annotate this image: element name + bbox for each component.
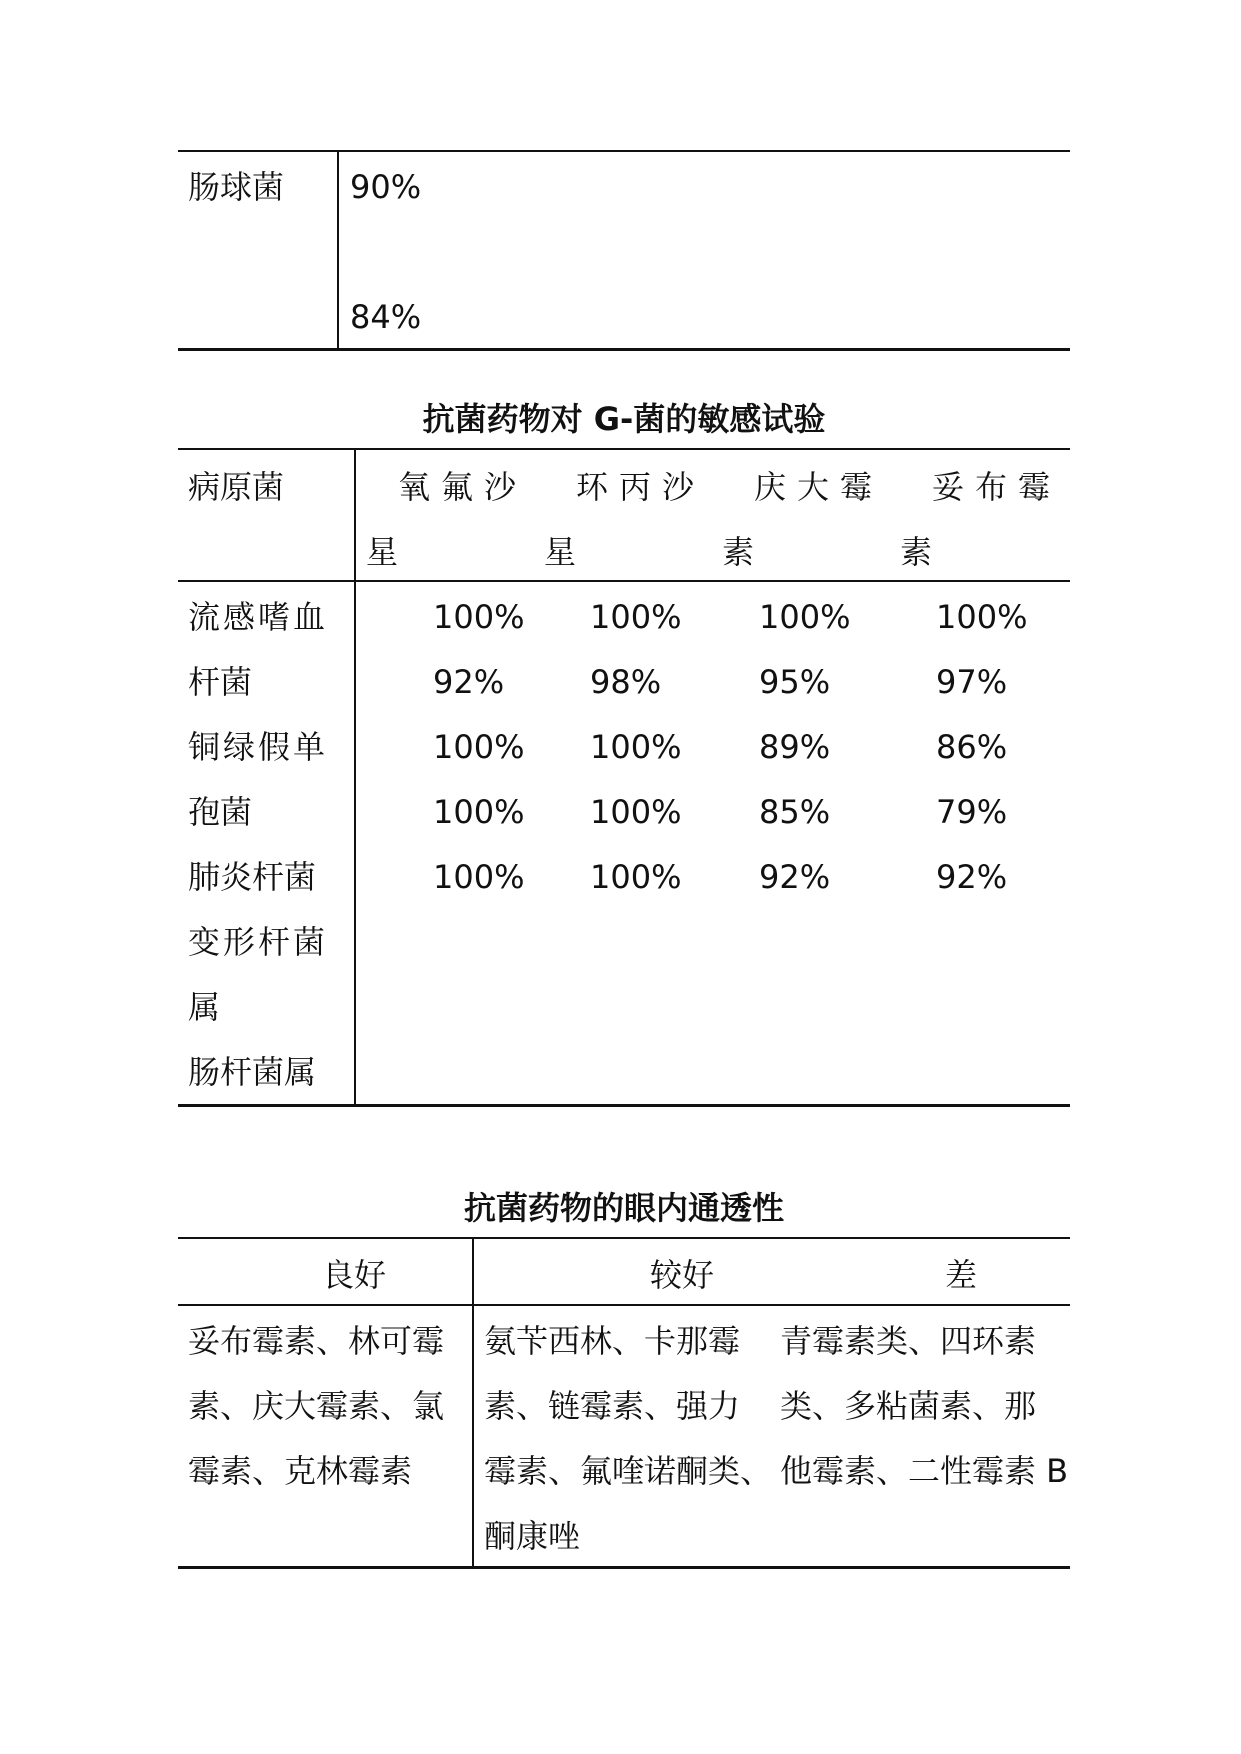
- table2-pathogen-line: 属: [188, 988, 221, 1026]
- table3-header-poor: 差: [945, 1256, 978, 1294]
- table3-bottom-rule: [178, 1566, 1070, 1569]
- table3-col1-line: 霉素、克林霉素: [188, 1452, 413, 1490]
- table2-cell: 86%: [936, 728, 1008, 766]
- table2-cell: 95%: [759, 663, 831, 701]
- table2-cell: 100%: [759, 598, 851, 636]
- table2-cell: 97%: [936, 663, 1008, 701]
- table2-pathogen-line: 肺炎杆菌: [188, 858, 317, 896]
- table3-col2-line: 霉素、氟喹诺酮类、: [484, 1452, 773, 1490]
- table3-col3-line: 类、多粘菌素、那: [780, 1387, 1037, 1425]
- table3-top-rule: [178, 1237, 1070, 1239]
- table2-drug-header-2-line1: 环丙沙: [576, 468, 706, 506]
- table2-drug-header-4-line2: 素: [900, 533, 933, 571]
- table2-drug-header-3-line1: 庆大霉: [754, 468, 884, 506]
- table1-top-rule: [178, 150, 1070, 152]
- table3-col1-line: 妥布霉素、林可霉: [188, 1322, 445, 1360]
- table2-cell: 100%: [590, 598, 682, 636]
- table2-cell: 92%: [433, 663, 505, 701]
- table3-header-rule: [178, 1304, 1070, 1306]
- table1-value-1: 90%: [350, 168, 422, 206]
- table3-col2-line: 酮康唑: [484, 1517, 581, 1555]
- table1-bottom-rule: [178, 348, 1070, 351]
- table3-col1-line: 素、庆大霉素、氯: [188, 1387, 445, 1425]
- table1-row-label: 肠球菌: [188, 168, 285, 206]
- table2-cell: 85%: [759, 793, 831, 831]
- table2-cell: 92%: [759, 858, 831, 896]
- table2-pathogen-line: 杆菌: [188, 663, 253, 701]
- table3-col2-line: 素、链霉素、强力: [484, 1387, 741, 1425]
- table2-cell: 92%: [936, 858, 1008, 896]
- table3-divider: [472, 1238, 474, 1566]
- table2-header-label: 病原菌: [188, 468, 285, 506]
- table2-drug-header-1-line2: 星: [366, 533, 399, 571]
- table2-cell: 100%: [590, 858, 682, 896]
- table3-title: 抗菌药物的眼内通透性: [463, 1189, 784, 1227]
- table2-top-rule: [178, 448, 1070, 450]
- table2-cell: 100%: [936, 598, 1028, 636]
- table2-drug-header-2-line2: 星: [544, 533, 577, 571]
- table2-cell: 79%: [936, 793, 1008, 831]
- table2-cell: 100%: [433, 793, 525, 831]
- table2-cell: 100%: [590, 793, 682, 831]
- table2-cell: 89%: [759, 728, 831, 766]
- table2-pathogen-line: 肠杆菌属: [188, 1053, 317, 1091]
- table2-pathogen-line: 铜绿假单: [188, 728, 329, 766]
- table2-cell: 100%: [590, 728, 682, 766]
- table2-drug-header-3-line2: 素: [722, 533, 755, 571]
- table3-header-good: 良好: [322, 1256, 387, 1294]
- table2-pathogen-line: 流感嗜血: [188, 598, 329, 636]
- table3-col3-line: 青霉素类、四环素: [780, 1322, 1037, 1360]
- table2-drug-header-1-line1: 氧氟沙: [398, 468, 528, 506]
- table2-drug-header-4-line1: 妥布霉: [932, 468, 1062, 506]
- table1-value-2: 84%: [350, 298, 422, 336]
- table2-cell: 100%: [433, 598, 525, 636]
- table2-pathogen-line: 孢菌: [188, 793, 253, 831]
- table2-cell: 98%: [590, 663, 662, 701]
- table3-col2-line: 氨苄西林、卡那霉: [484, 1322, 741, 1360]
- table2-header-rule: [178, 580, 1070, 582]
- table2-title: 抗菌药物对 G-菌的敏感试验: [422, 400, 826, 438]
- table2-divider: [354, 449, 356, 1105]
- table1-divider: [337, 151, 339, 349]
- table2-cell: 100%: [433, 728, 525, 766]
- table3-col3-line: 他霉素、二性霉素 B: [780, 1452, 1069, 1490]
- table2-pathogen-line: 变形杆菌: [188, 923, 329, 961]
- table3-header-fair: 较好: [650, 1256, 715, 1294]
- table2-bottom-rule: [178, 1104, 1070, 1107]
- table2-cell: 100%: [433, 858, 525, 896]
